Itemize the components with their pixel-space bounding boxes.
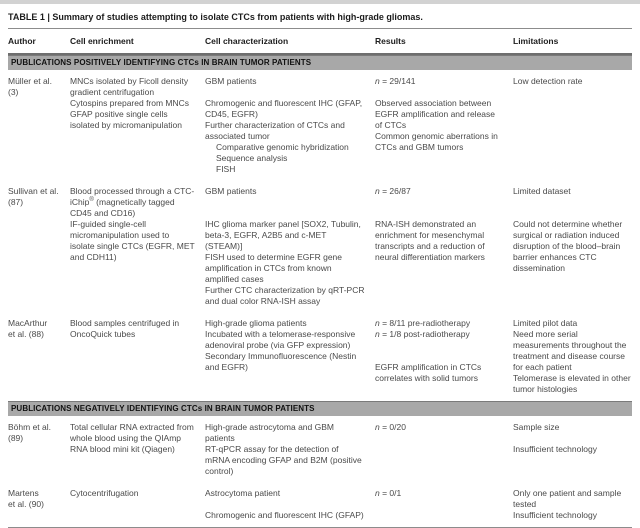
cell-results xyxy=(375,186,513,307)
cell-results xyxy=(375,318,513,395)
cell-paragraph: Chromogenic and fluorescent IHC (GFAP, CD45, EGFR) xyxy=(205,98,363,119)
blank-line xyxy=(375,197,503,208)
cell-paragraph: IF-guided single-cell micromanipulation used to isolate single CTCs (EGFR, MET and CDH11) xyxy=(70,219,195,262)
cell-results xyxy=(375,76,513,175)
cell-paragraph: Insufficient technology xyxy=(513,444,597,454)
cell-paragraph: Sullivan et al. xyxy=(8,186,59,196)
cell-paragraph: FISH used to determine EGFR gene amplification in CTCs from known amplified cases xyxy=(205,252,343,284)
cell-paragraph: Sequence analysis xyxy=(216,153,288,163)
cell-author xyxy=(8,488,70,521)
table-title-text: Summary of studies attempting to isolate CTCs from patients with high-grade gliomas. xyxy=(52,12,423,22)
cell-paragraph: et al. (88) xyxy=(8,329,44,339)
cell-characterization xyxy=(205,488,375,521)
column-header-cell-characterization: Cell characterization xyxy=(205,36,289,46)
blank-line xyxy=(205,87,365,98)
cell-paragraph: (3) xyxy=(8,87,19,97)
cell-limitations xyxy=(513,76,632,175)
section-header: PUBLICATIONS POSITIVELY IDENTIFYING CTCs IN BRAIN TUMOR PATIENTS xyxy=(8,55,632,70)
cell-paragraph: (87) xyxy=(8,197,24,207)
cell-enrichment xyxy=(70,422,205,477)
cell-characterization xyxy=(205,76,375,175)
cell-results xyxy=(375,422,513,477)
cell-enrichment xyxy=(70,186,205,307)
cell-paragraph: n = 0/1 xyxy=(375,488,402,498)
cell-paragraph: n = 29/141 xyxy=(375,76,416,86)
blank-line xyxy=(375,208,503,219)
cell-paragraph: Need more serial measurements throughout the treatment and disease course for each patient xyxy=(513,329,627,372)
cell-paragraph: Böhm et al. xyxy=(8,422,51,432)
cell-author xyxy=(8,422,70,477)
cell-paragraph: Observed association between EGFR amplification and release of CTCs xyxy=(375,98,496,130)
cell-enrichment xyxy=(70,76,205,175)
cell-paragraph: GBM patients xyxy=(205,186,257,196)
table-row xyxy=(8,313,632,401)
blank-line xyxy=(375,340,503,351)
cell-enrichment xyxy=(70,488,205,521)
blank-line xyxy=(205,499,365,510)
cell-author xyxy=(8,318,70,395)
cell-paragraph: n = 1/8 post-radiotherapy xyxy=(375,329,470,339)
cell-paragraph: Insufficient technology xyxy=(513,510,597,520)
cell-paragraph: Blood samples centrifuged in OncoQuick tubes xyxy=(70,318,180,339)
cell-author xyxy=(8,186,70,307)
cell-paragraph: n = 8/11 pre-radiotherapy xyxy=(375,318,471,328)
cell-paragraph: Chromogenic and fluorescent IHC (GFAP) xyxy=(205,510,364,520)
cell-paragraph: Limited dataset xyxy=(513,186,571,196)
cell-paragraph: Cytocentrifugation xyxy=(70,488,139,498)
cell-paragraph: Low detection rate xyxy=(513,76,583,86)
cell-characterization xyxy=(205,318,375,395)
table-1 xyxy=(0,4,640,528)
cell-author xyxy=(8,76,70,175)
table-title-label: TABLE 1 | xyxy=(8,12,50,22)
cell-paragraph: MNCs isolated by Ficoll density gradient centrifugation xyxy=(70,76,189,97)
cell-paragraph: Only one patient and sample tested xyxy=(513,488,622,509)
cell-paragraph: RNA-ISH demonstrated an enrichment for mesenchymal transcripts and a reduction of neural differentiation markers xyxy=(375,219,485,262)
section-header: PUBLICATIONS NEGATIVELY IDENTIFYING CTCs IN BRAIN TUMOR PATIENTS xyxy=(8,401,632,416)
cell-paragraph: Further CTC characterization by qRT-PCR and dual color RNA-ISH assay xyxy=(205,285,365,306)
cell-paragraph: Incubated with a telomerase-responsive adenoviral probe (via GFP expression) xyxy=(205,329,356,350)
column-header-limitations: Limitations xyxy=(513,36,559,46)
cell-limitations xyxy=(513,422,632,477)
cell-paragraph: Secondary Immunofluorescence (Nestin and EGFR) xyxy=(205,351,357,372)
cell-paragraph: FISH xyxy=(216,164,236,174)
cell-paragraph: High-grade glioma patients xyxy=(205,318,307,328)
blank-line xyxy=(513,208,632,219)
cell-results xyxy=(375,488,513,521)
cell-paragraph: GBM patients xyxy=(205,76,257,86)
cell-paragraph: et al. (90) xyxy=(8,499,44,509)
cell-paragraph: n = 0/20 xyxy=(375,422,406,432)
cell-paragraph: Sample size xyxy=(513,422,560,432)
cell-paragraph: Comparative genomic hybridization xyxy=(216,142,349,152)
cell-limitations xyxy=(513,318,632,395)
table-title xyxy=(8,4,632,29)
cell-paragraph: High-grade astrocytoma and GBM patients xyxy=(205,422,334,443)
table-body xyxy=(8,55,632,527)
blank-line xyxy=(375,87,503,98)
cell-paragraph: Limited pilot data xyxy=(513,318,578,328)
cell-paragraph: RT-qPCR assay for the detection of mRNA encoding GFAP and B2M (positive control) xyxy=(205,444,362,476)
cell-paragraph: Müller et al. xyxy=(8,76,52,86)
cell-paragraph: n = 26/87 xyxy=(375,186,411,196)
cell-enrichment xyxy=(70,318,205,395)
cell-paragraph: (89) xyxy=(8,433,24,443)
cell-paragraph: Telomerase is elevated in other tumor histologies xyxy=(513,373,631,394)
cell-limitations xyxy=(513,488,632,521)
blank-line xyxy=(513,433,632,444)
cell-paragraph: Astrocytoma patient xyxy=(205,488,281,498)
table-row xyxy=(8,71,632,181)
blank-line xyxy=(375,351,503,362)
column-header-author: Author xyxy=(8,36,36,46)
cell-paragraph: Total cellular RNA extracted from whole blood using the QIAmp RNA blood mini kit (Qiagen) xyxy=(70,422,194,454)
table-header-row xyxy=(8,29,632,55)
cell-paragraph: Cytospins prepared from MNCs GFAP positive single cells isolated by micromanipulation xyxy=(70,98,190,130)
table-row xyxy=(8,483,632,527)
blank-line xyxy=(205,197,365,208)
cell-paragraph: Blood processed through a CTC-iChip® (magnetically tagged CD45 and CD16) xyxy=(70,186,195,218)
cell-paragraph: Further characterization of CTCs and associated tumor xyxy=(205,120,345,141)
cell-paragraph: Common genomic aberrations in CTCs and GBM tumors xyxy=(375,131,498,152)
cell-paragraph: Could not determine whether surgical or radiation induced disruption of the blood–brain barrier enhances CTC dissemination xyxy=(513,219,623,273)
blank-line xyxy=(205,208,365,219)
cell-paragraph: MacArthur xyxy=(8,318,48,328)
cell-paragraph: Martens xyxy=(8,488,39,498)
table-row xyxy=(8,181,632,313)
column-header-results: Results xyxy=(375,36,406,46)
cell-paragraph: IHC glioma marker panel [SOX2, Tubulin, beta-3, EGFR, A2B5 and c-MET (STEAM)] xyxy=(205,219,361,251)
cell-paragraph: EGFR amplification in CTCs correlates with solid tumors xyxy=(375,362,482,383)
column-header-cell-enrichment: Cell enrichment xyxy=(70,36,134,46)
cell-characterization xyxy=(205,422,375,477)
table-row xyxy=(8,417,632,483)
blank-line xyxy=(513,197,632,208)
cell-characterization xyxy=(205,186,375,307)
cell-limitations xyxy=(513,186,632,307)
